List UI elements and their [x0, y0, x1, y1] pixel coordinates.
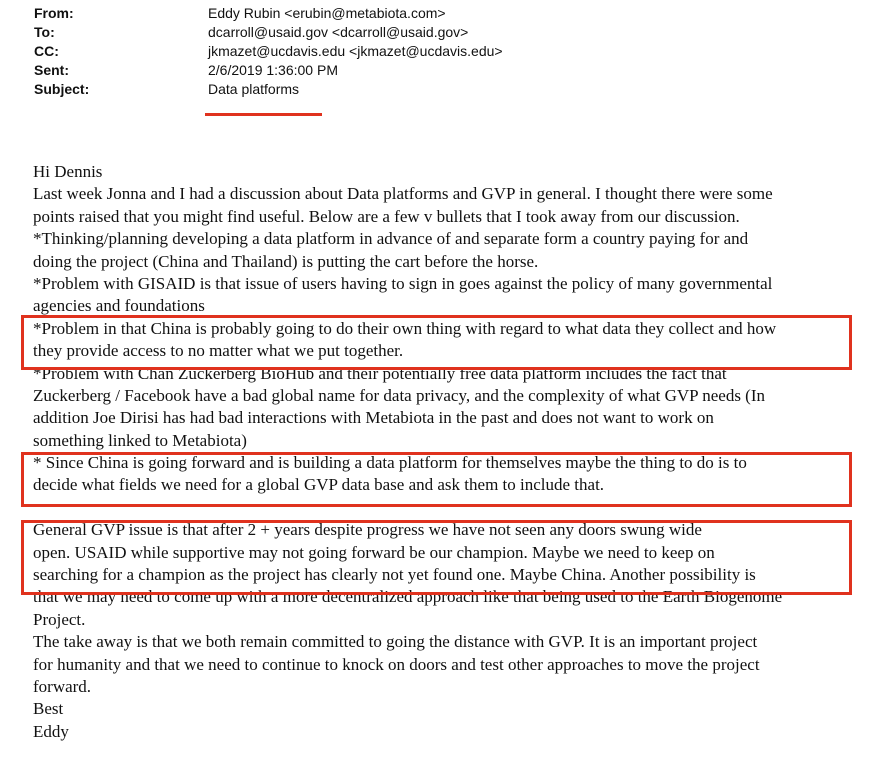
highlight-box-china-own-thing: [21, 315, 852, 370]
body-line: Hi Dennis: [33, 162, 103, 181]
sent-label: Sent:: [34, 62, 69, 78]
body-line: General GVP issue is that after 2 + years despite progress we have not seen any doors swung wide: [33, 520, 702, 540]
highlight-box-china-data-platform: [21, 452, 852, 507]
body-line: addition Joe Dirisi has had bad interactions with Metabiota in the past and does not want to work on: [33, 408, 714, 428]
body-line: searching for a champion as the project has clearly not yet found one. Maybe China. Another possibility is: [33, 565, 756, 585]
body-line: Eddy: [33, 721, 69, 741]
body-line: * Since China is going forward and is building a data platform for themselves maybe the thing to do is to: [33, 453, 747, 473]
body-line: *Problem with GISAID is that issue of users having to sign in goes against the policy of many governmental: [33, 273, 773, 293]
body-line: they provide access to no matter what we put together.: [33, 341, 404, 361]
body-line: *Problem with Chan Zuckerberg BioHub and their potentially free data platform includes the fact that: [33, 363, 727, 383]
sent-row: [34, 61, 503, 80]
body-line: open. USAID while supportive may not going forward be our champion. Maybe we need to keep on: [33, 542, 715, 562]
to-label: To:: [34, 24, 55, 40]
body-line: Zuckerberg / Facebook have a bad global name for data privacy, and the complexity of what GVP needs (In: [33, 385, 766, 405]
email-header: [34, 4, 503, 99]
to-value: dcarroll@usaid.gov <dcarroll@usaid.gov>: [208, 24, 469, 40]
body-line: *Problem in that China is probably going to do their own thing with regard to what data they collect and how: [33, 318, 777, 338]
body-line: decide what fields we need for a global GVP data base and ask them to include that.: [33, 475, 605, 495]
body-line: doing the project (China and Thailand) is putting the cart before the horse.: [33, 251, 539, 271]
subject-label: Subject:: [34, 81, 90, 97]
body-line: agencies and foundations: [33, 296, 205, 316]
body-line: Last week Jonna and I had a discussion about Data platforms and GVP in general. I thought there were some: [33, 184, 773, 204]
from-row: [34, 4, 503, 23]
subject-underline-annotation: [205, 113, 322, 116]
body-line: that we may need to come up with a more decentralized approach like that being used to the Earth Biogenome: [33, 587, 783, 607]
sent-value: 2/6/2019 1:36:00 PM: [208, 62, 338, 78]
highlight-box-general-gvp-issue: [21, 520, 852, 595]
body-line: forward.: [33, 676, 92, 696]
body-line: something linked to Metabiota): [33, 430, 247, 450]
body-line: Project.: [33, 609, 86, 629]
cc-value: jkmazet@ucdavis.edu <jkmazet@ucdavis.edu>: [208, 43, 503, 59]
body-line: *Thinking/planning developing a data platform in advance of and separate form a country paying for and: [33, 229, 749, 249]
to-row: [34, 23, 503, 42]
cc-label: CC:: [34, 43, 59, 59]
body-line: The take away is that we both remain committed to going the distance with GVP. It is an important project: [33, 632, 758, 652]
cc-row: [34, 42, 503, 61]
subject-value: Data platforms: [208, 81, 300, 97]
from-value: Eddy Rubin <erubin@metabiota.com>: [208, 5, 446, 21]
subject-row: [34, 80, 503, 99]
body-line: points raised that you might find useful. Below are a few v bullets that I took away from our discussion.: [33, 206, 740, 226]
from-label: From:: [34, 5, 74, 21]
body-line: Best: [33, 699, 64, 719]
body-line: for humanity and that we need to continue to knock on doors and test other approaches to move the project: [33, 654, 760, 674]
